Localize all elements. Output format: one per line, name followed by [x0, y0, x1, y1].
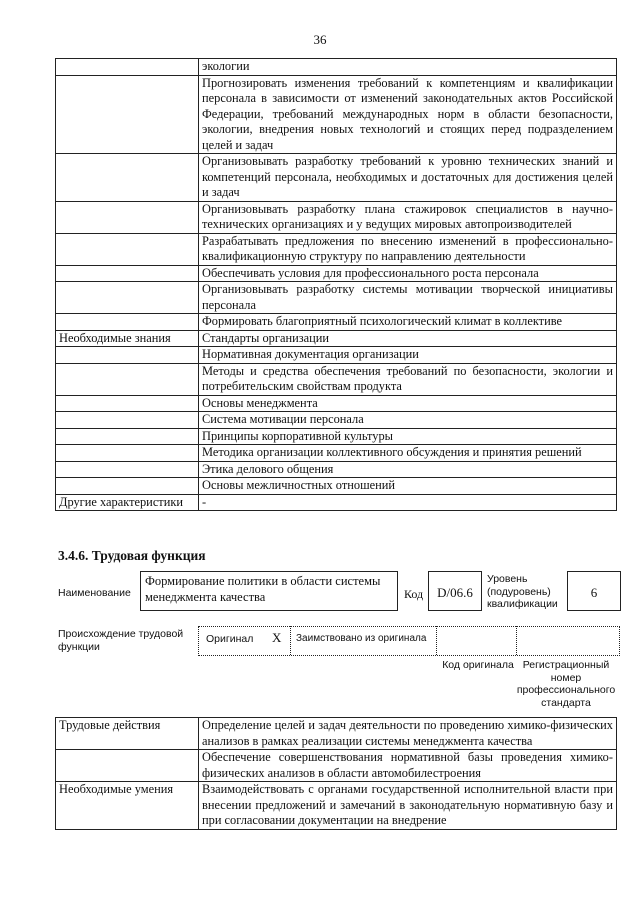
- table-cell: Основы менеджмента: [199, 395, 617, 412]
- table-cell: Разрабатывать предложения по внесению изменений в профессионально-квалификационную структуру по направлению деятельности: [199, 233, 617, 265]
- table-cell: Методика организации коллективного обсуждения и принятия решений: [199, 445, 617, 462]
- code-caption: Код оригинала: [442, 659, 514, 671]
- level-box: [567, 571, 621, 611]
- borrowed-label: Заимствовано из оригинала: [296, 633, 427, 644]
- table-cell: Прогнозировать изменения требований к компетенциям и квалификации персонала в зависимости от изменений законодательных актов Российской Федерации, требований международных норм в области безопасности, экологии, внедрения новых технологий и стоящих перед подразделением целей и задач: [199, 75, 617, 154]
- original-mark: X: [272, 630, 282, 645]
- table-cell: Организовывать разработку системы мотивации творческой инициативы персонала: [199, 282, 617, 314]
- skills-table: [55, 58, 617, 511]
- table-cell: -: [199, 494, 617, 511]
- table-cell: Организовывать разработку плана стажировок специалистов в научно-технических организациях и у ведущих мировых автопроизводителей: [199, 201, 617, 233]
- table-cell: Система мотивации персонала: [199, 412, 617, 429]
- level-label: Уровень (подуровень) квалификации: [487, 573, 558, 610]
- divider: [290, 626, 292, 655]
- row-label-other: Другие характеристики: [56, 494, 199, 511]
- table-cell: Принципы корпоративной культуры: [199, 428, 617, 445]
- row-label-skills: Необходимые умения: [56, 782, 199, 830]
- actions-table: [55, 717, 617, 830]
- name-value: Формирование политики в области системы менеджмента качества: [145, 574, 381, 604]
- origin-label: Происхождение трудовой функции: [58, 628, 184, 653]
- code-box: [428, 571, 482, 611]
- table-cell: Организовывать разработку требований к уровню технических знаний и компетенций персонала, необходимых и достаточных для достижения целей и задач: [199, 154, 617, 202]
- page-number: 36: [313, 32, 327, 47]
- table-cell: Основы межличностных отношений: [199, 478, 617, 495]
- original-label: Оригинал: [206, 633, 254, 645]
- divider: [516, 626, 518, 655]
- table-cell: Методы и средства обеспечения требований по безопасности, экологии и потребительским свойствам продукта: [199, 363, 617, 395]
- table-cell: Формировать благоприятный психологический климат в коллективе: [199, 314, 617, 331]
- name-box: [140, 571, 398, 611]
- row-label-actions: Трудовые действия: [56, 718, 199, 750]
- table-cell: экологии: [199, 59, 617, 76]
- row-label: [56, 59, 199, 76]
- table-cell: Обеспечивать условия для профессионального роста персонала: [199, 265, 617, 282]
- code-label: Код: [404, 587, 424, 601]
- reg-caption: Регистрационный номер профессионального стандарта: [516, 659, 616, 709]
- section-heading: 3.4.6. Трудовая функция: [58, 548, 206, 563]
- divider: [436, 626, 438, 655]
- table-cell: Определение целей и задач деятельности по проведению химико-физических анализов в рамках реализации системы менеджмента качества: [199, 718, 617, 750]
- row-label-knowledge: Необходимые знания: [56, 330, 199, 347]
- table-cell: Стандарты организации: [199, 330, 617, 347]
- table-cell: Взаимодействовать с органами государственной исполнительной власти при внесении предложений и замечаний в законодательную нормативную базу и при согласовании документации на внедрение: [199, 782, 617, 830]
- table-cell: Этика делового общения: [199, 461, 617, 478]
- table-cell: Нормативная документация организации: [199, 347, 617, 364]
- level-value: 6: [590, 585, 598, 600]
- code-value: D/06.6: [437, 585, 473, 600]
- table-cell: Обеспечение совершенствования нормативной базы проведения химико-физических анализов в области автомобилестроения: [199, 750, 617, 782]
- name-label: Наименование: [58, 587, 131, 599]
